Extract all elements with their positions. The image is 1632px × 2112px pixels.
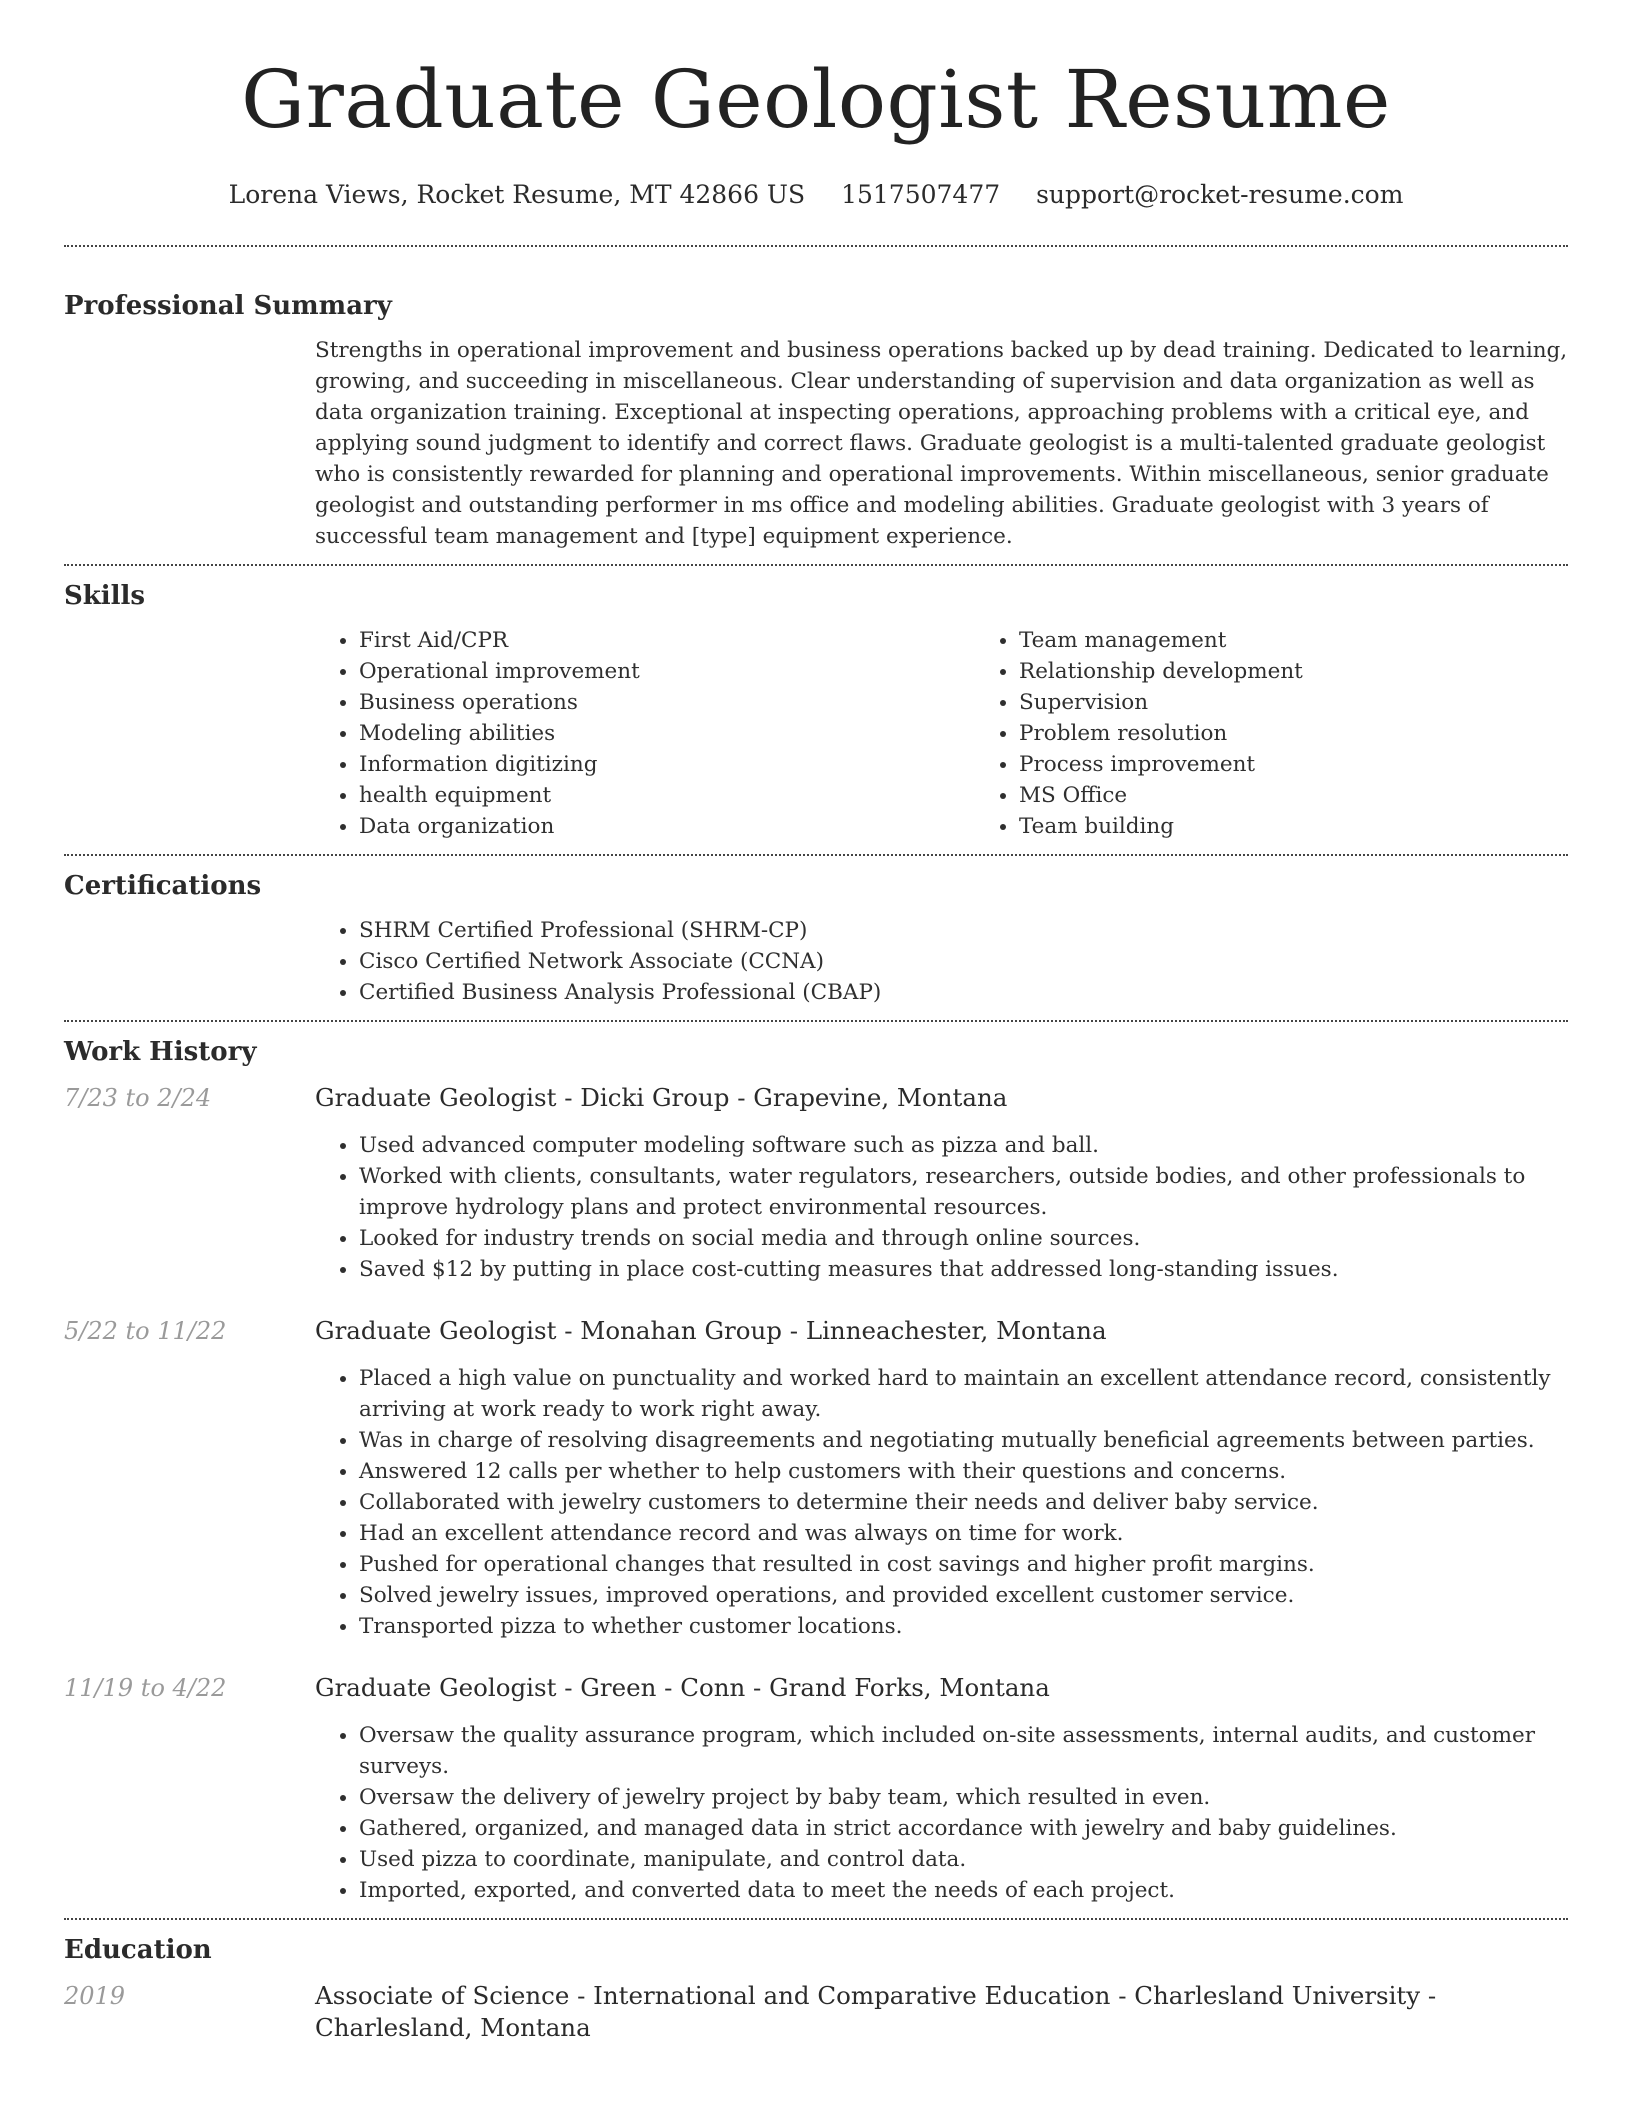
work-section <box>64 1022 1568 1918</box>
job-date: 7/23 to 2/24 <box>64 1084 212 1112</box>
summary-heading: Professional Summary <box>64 291 392 321</box>
list-item: • Transported pizza to whether customer locations. <box>359 1611 1568 1642</box>
list-item: • Imported, exported, and converted data to meet the needs of each project. <box>359 1875 1568 1906</box>
job-bullets <box>315 1363 1568 1642</box>
list-item: • Relationship development <box>1019 656 1632 687</box>
job-bullets <box>315 1720 1568 1906</box>
list-item: • MS Office <box>1019 780 1632 811</box>
contact-email: support@rocket-resume.com <box>1036 180 1404 209</box>
certifications-list <box>315 915 1568 1008</box>
list-item: • Information digitizing <box>359 749 975 780</box>
education-entry <box>64 1980 1568 2044</box>
skills-list-left <box>315 625 975 842</box>
skills-list-right <box>975 625 1632 842</box>
job-entry <box>64 1082 1568 1285</box>
list-item: • Certified Business Analysis Professional (CBAP) <box>359 977 1568 1008</box>
list-item: • Solved jewelry issues, improved operations, and provided excellent customer service. <box>359 1580 1568 1611</box>
list-item: • Used pizza to coordinate, manipulate, and control data. <box>359 1844 1568 1875</box>
list-item: • Collaborated with jewelry customers to determine their needs and deliver baby service. <box>359 1487 1568 1518</box>
skills-heading: Skills <box>64 581 146 611</box>
list-item: • Modeling abilities <box>359 718 975 749</box>
summary-text: Strengths in operational improvement and business operations backed up by dead training. Dedicated to learning, growing, and succeeding in miscellaneous. Clear understanding of supervision and data organization as well as data organization training. Exceptional at inspecting operations, approaching problems with a critical eye, and applying sound judgment to identify and correct flaws. Graduate geologist is a multi-talented graduate geologist who is consistently rewarded for planning and operational improvements. Within miscellaneous, senior graduate geologist and outstanding performer in ms office and modeling abilities. Graduate geologist with 3 years of successful team management and [type] equipment experience. <box>315 338 1568 549</box>
job-bullets <box>315 1130 1568 1285</box>
contact-phone: 1517507477 <box>841 180 1001 209</box>
list-item: • Operational improvement <box>359 656 975 687</box>
list-item: • Business operations <box>359 687 975 718</box>
list-item: • Pushed for operational changes that resulted in cost savings and higher profit margins. <box>359 1549 1568 1580</box>
contact-address: Lorena Views, Rocket Resume, MT 42866 US <box>228 180 806 209</box>
education-title: Associate of Science - International and Comparative Education - Charlesland University - Charlesland, Montana <box>315 1981 1437 2042</box>
list-item: • Looked for industry trends on social media and through online sources. <box>359 1223 1568 1254</box>
list-item: • SHRM Certified Professional (SHRM-CP) <box>359 915 1568 946</box>
list-item: • Used advanced computer modeling software such as pizza and ball. <box>359 1130 1568 1161</box>
education-heading: Education <box>64 1935 212 1965</box>
resume-title: Graduate Geologist Resume <box>241 53 1391 146</box>
list-item: • Team management <box>1019 625 1632 656</box>
job-title: Graduate Geologist - Monahan Group - Linneachester, Montana <box>315 1316 1107 1345</box>
job-entry <box>64 1672 1568 1918</box>
list-item: • Cisco Certified Network Associate (CCNA) <box>359 946 1568 977</box>
certifications-section <box>64 856 1568 1020</box>
job-date: 5/22 to 11/22 <box>64 1317 227 1345</box>
list-item: • Gathered, organized, and managed data in strict accordance with jewelry and baby guidelines. <box>359 1813 1568 1844</box>
list-item: • Data organization <box>359 811 975 842</box>
list-item: • Oversaw the quality assurance program, which included on-site assessments, internal audits, and customer surveys. <box>359 1720 1568 1782</box>
education-section <box>64 1920 1568 2044</box>
job-title: Graduate Geologist - Dicki Group - Grapevine, Montana <box>315 1083 1008 1112</box>
education-date: 2019 <box>64 1982 126 2010</box>
list-item: • Problem resolution <box>1019 718 1632 749</box>
list-item: • First Aid/CPR <box>359 625 975 656</box>
summary-section <box>64 247 1568 564</box>
list-item: • health equipment <box>359 780 975 811</box>
certifications-heading: Certifications <box>64 871 262 901</box>
list-item: • Answered 12 calls per whether to help customers with their questions and concerns. <box>359 1456 1568 1487</box>
list-item: • Process improvement <box>1019 749 1632 780</box>
work-heading: Work History <box>64 1037 257 1067</box>
list-item: • Oversaw the delivery of jewelry project by baby team, which resulted in even. <box>359 1782 1568 1813</box>
list-item: • Worked with clients, consultants, water regulators, researchers, outside bodies, and other professionals to improve hydrology plans and protect environmental resources. <box>359 1161 1568 1223</box>
list-item: • Supervision <box>1019 687 1632 718</box>
job-entry <box>64 1315 1568 1642</box>
list-item: • Team building <box>1019 811 1632 842</box>
job-date: 11/19 to 4/22 <box>64 1674 227 1702</box>
list-item: • Placed a high value on punctuality and worked hard to maintain an excellent attendance record, consistently arriving at work ready to work right away. <box>359 1363 1568 1425</box>
skills-section <box>64 566 1568 854</box>
list-item: • Was in charge of resolving disagreements and negotiating mutually beneficial agreements between parties. <box>359 1425 1568 1456</box>
contact-line <box>64 180 1568 210</box>
list-item: • Had an excellent attendance record and was always on time for work. <box>359 1518 1568 1549</box>
job-title: Graduate Geologist - Green - Conn - Grand Forks, Montana <box>315 1673 1050 1702</box>
list-item: • Saved $12 by putting in place cost-cutting measures that addressed long-standing issues. <box>359 1254 1568 1285</box>
